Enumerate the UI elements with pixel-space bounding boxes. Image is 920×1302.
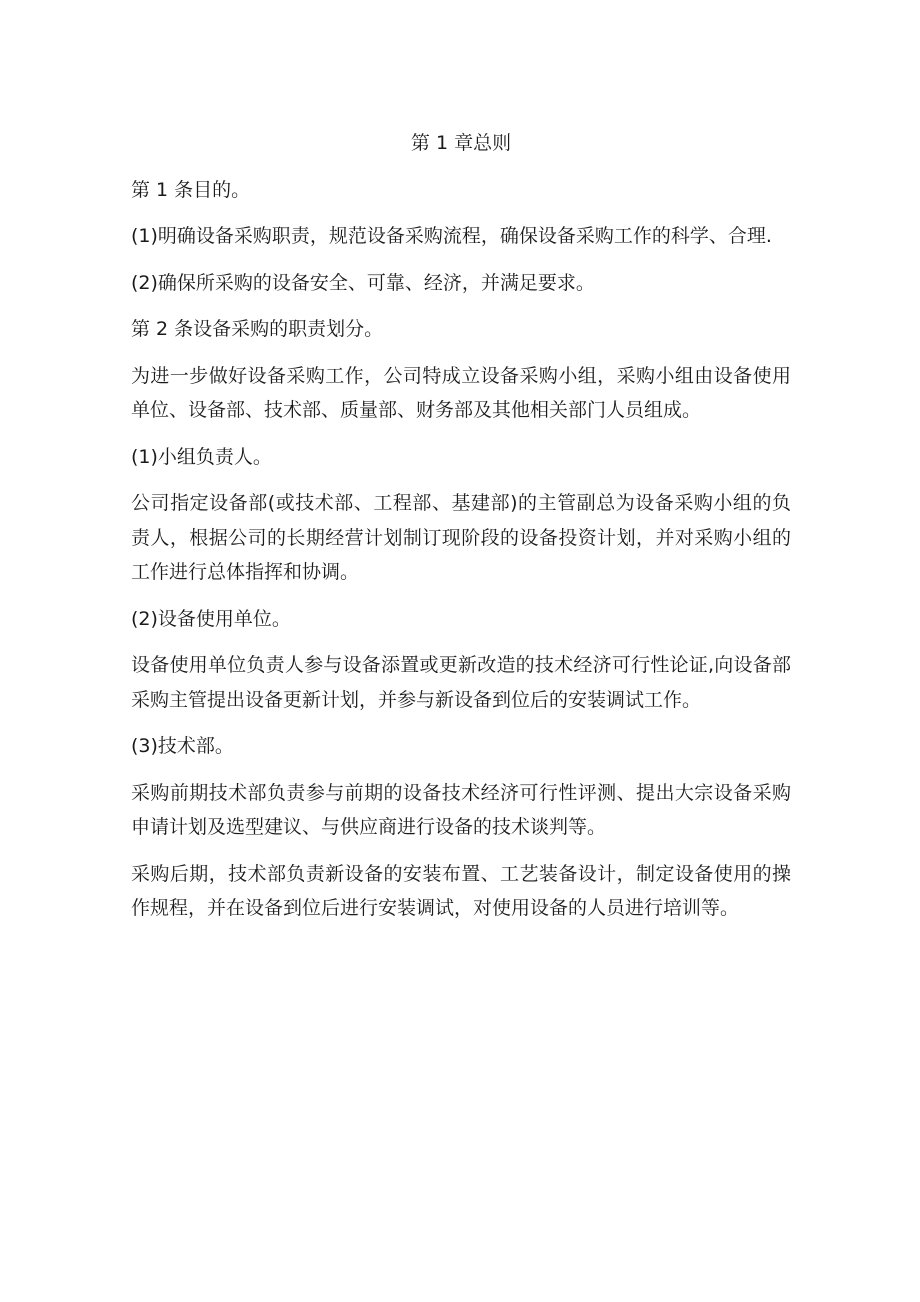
section-group-leader-heading: (1)小组负责人。: [131, 445, 272, 468]
section-user-unit-heading: (2)设备使用单位。: [131, 607, 291, 630]
section-tech-dept-pre-text: 采购前期技术部负责参与前期的设备技术经济可行性评测、提出大宗设备采购申请计划及选型建议、与供应商进行设备的技术谈判等。: [131, 781, 791, 838]
section-tech-dept-heading: (3)技术部。: [131, 735, 234, 757]
article-1-item-1: (1)明确设备采购职责，规范设备采购流程，确保设备采购工作的科学、合理.: [131, 225, 772, 247]
article-1-heading: 第 1 条目的。: [131, 178, 251, 201]
article-1-item-2: (2)确保所采购的设备安全、可靠、经济，并满足要求。: [131, 271, 595, 294]
chapter-title: 第 1 章总则: [410, 132, 512, 154]
article-2-intro: 为进一步做好设备采购工作，公司特成立设备采购小组，采购小组由设备使用单位、设备部、技术部、质量部、财务部及其他相关部门人员组成。: [131, 364, 791, 421]
article-2-heading: 第 2 条设备采购的职责划分。: [131, 318, 384, 340]
document-body: [131, 126, 791, 938]
section-user-unit-text: 设备使用单位负责人参与设备添置或更新改造的技术经济可行性论证,向设备部采购主管提出设备更新计划，并参与新设备到位后的安装调试工作。: [131, 654, 791, 711]
section-tech-dept-post-text: 采购后期，技术部负责新设备的安装布置、工艺装备设计，制定设备使用的操作规程，并在设备到位后进行安装调试，对使用设备的人员进行培训等。: [131, 862, 791, 919]
section-group-leader-text: 公司指定设备部(或技术部、工程部、基建部)的主管副总为设备采购小组的负责人，根据公司的长期经营计划制订现阶段的设备投资计划，并对采购小组的工作进行总体指挥和协调。: [131, 492, 791, 583]
